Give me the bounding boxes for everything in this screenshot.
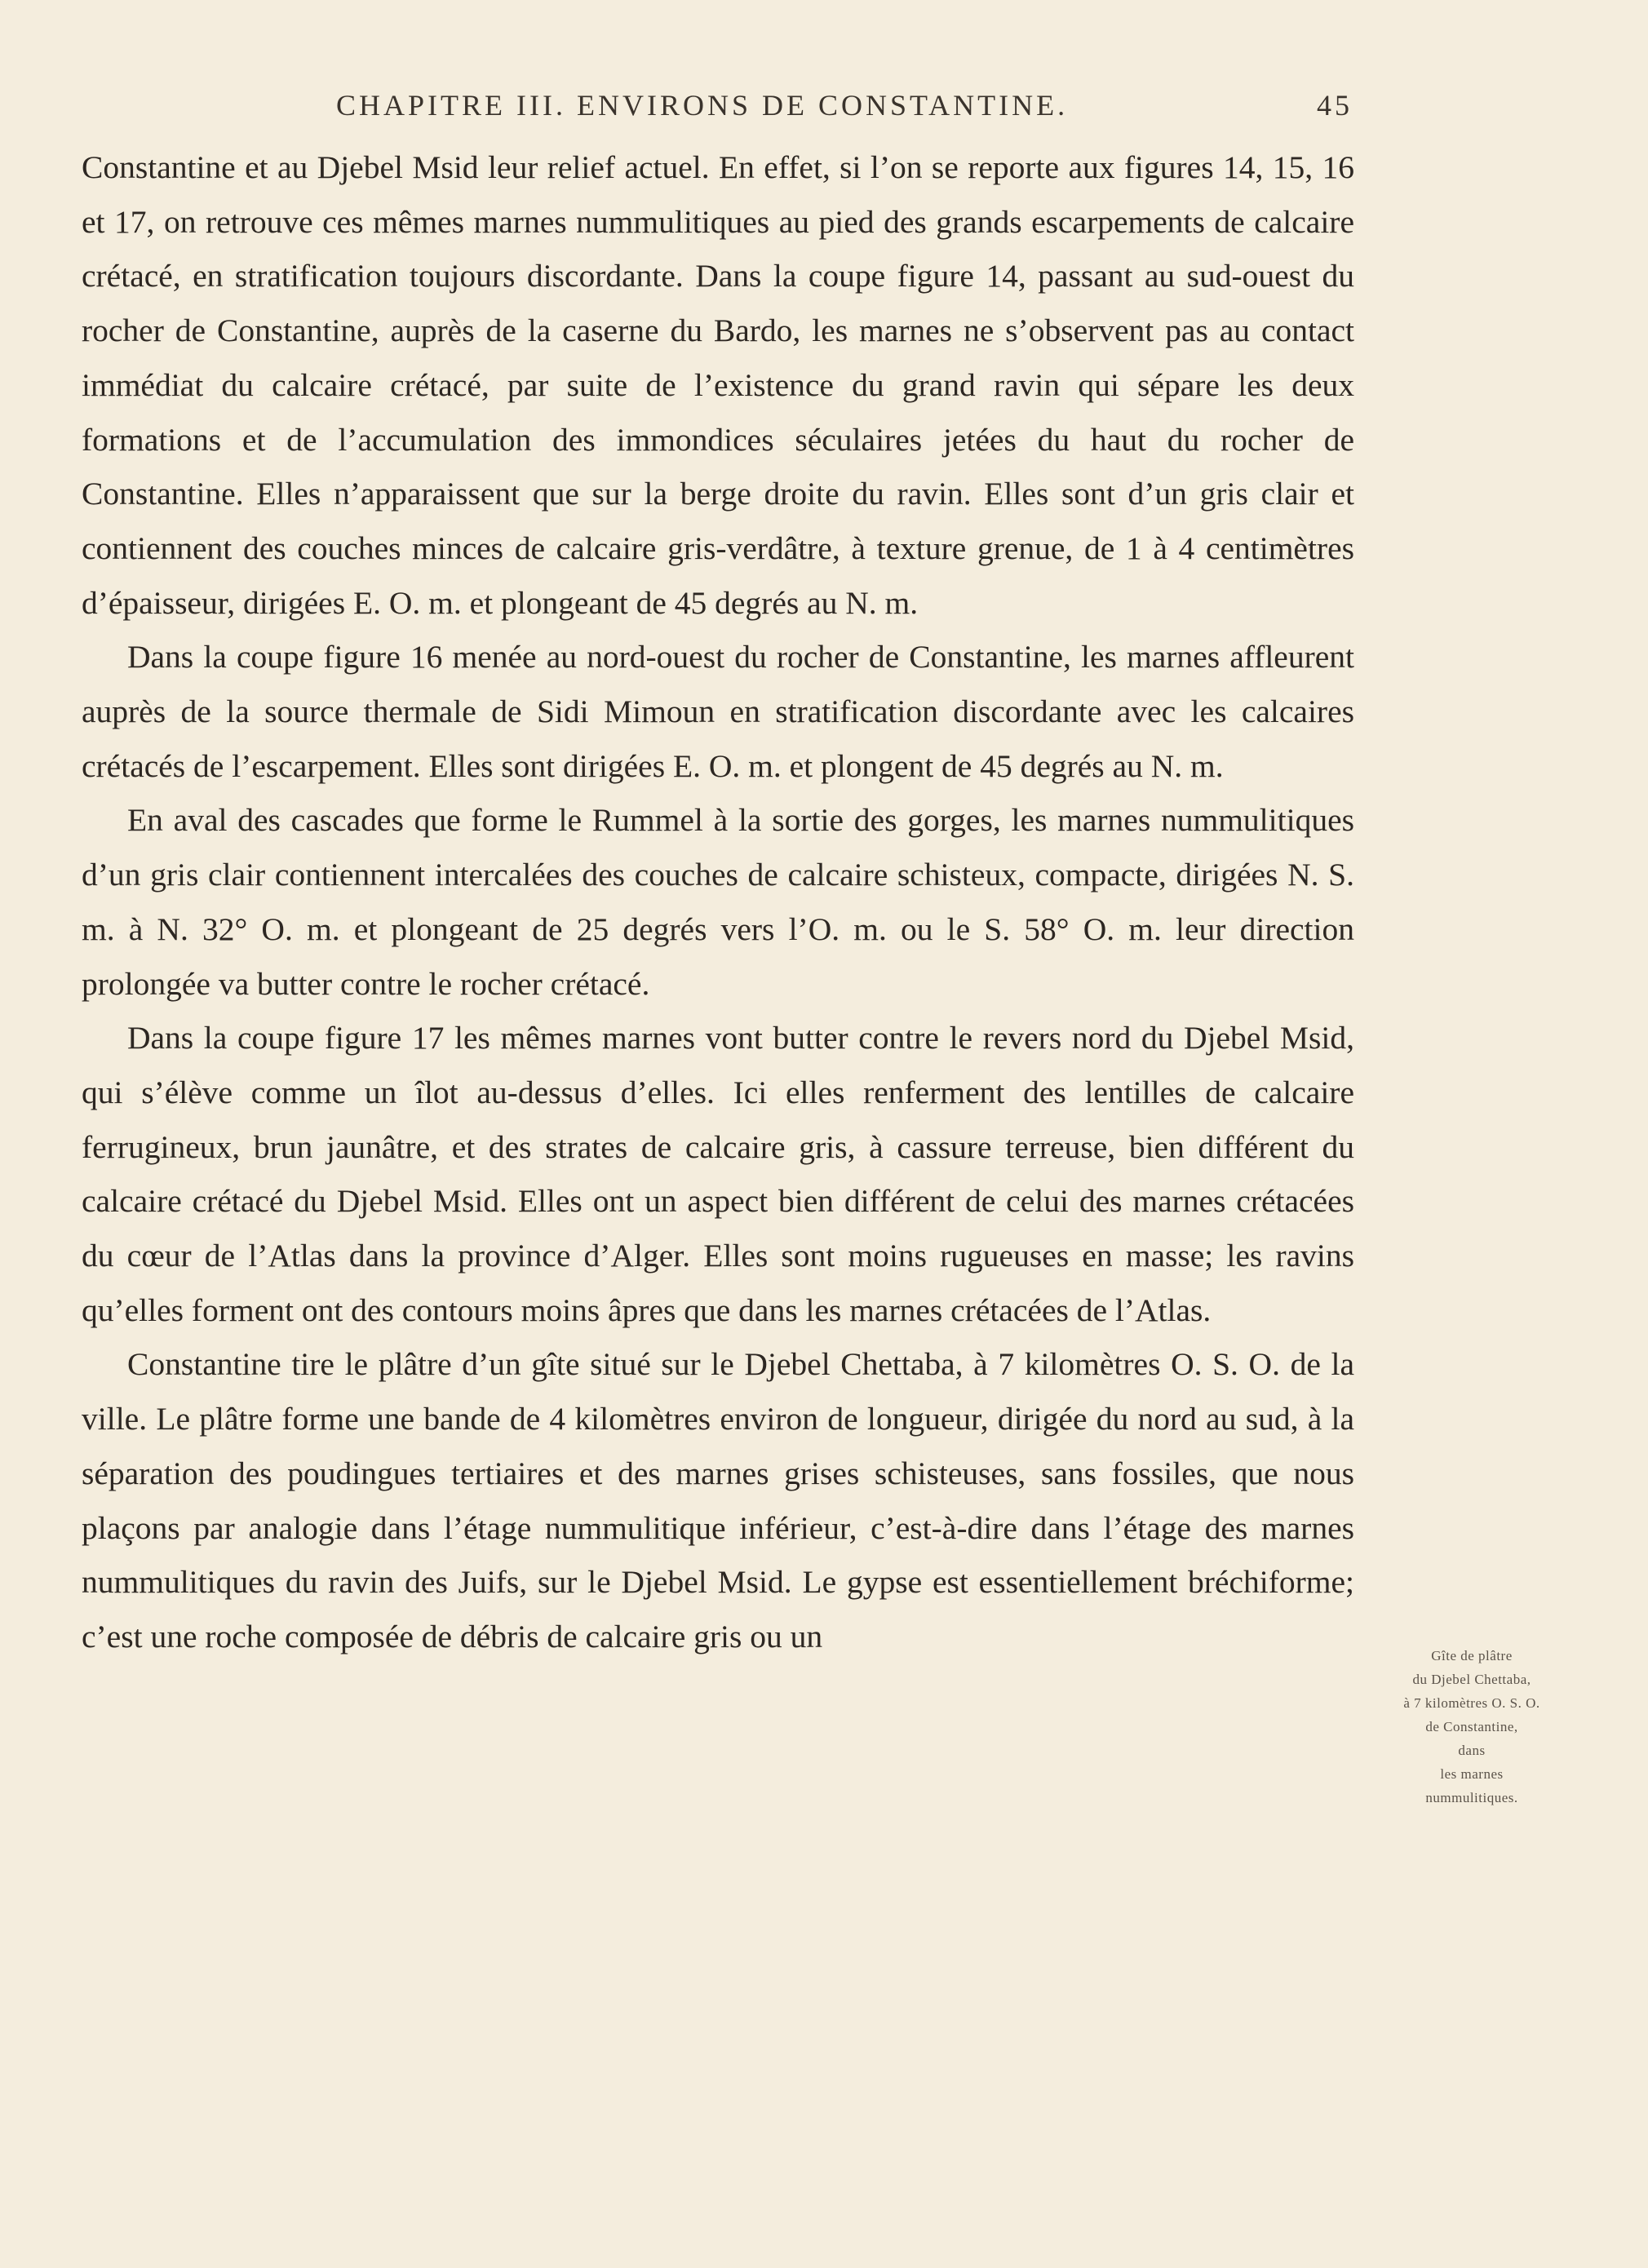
paragraph: En aval des cascades que forme le Rummel à la sortie des gorges, les marnes nummulitiques d’un gris clair contiennent intercalées des couches de calcaire schisteux, compacte, dirigées N. S. m. à N. 32° O. m. et plongeant de 25 degrés vers l’O. m. ou le S. 58° O. m. leur direction prolongée va butter contre le rocher crétacé. xyxy=(82,802,1354,1002)
marginal-note-line: à 7 kilomètres O. S. O. xyxy=(1403,1695,1540,1711)
marginal-note xyxy=(1377,1644,1566,1810)
page-number: 45 xyxy=(1317,89,1353,122)
paragraph: Constantine et au Djebel Msid leur relief actuel. En effet, si l’on se reporte aux figures 14, 15, 16 et 17, on retrouve ces mêmes marnes nummulitiques au pied des grands escarpements de calcaire crétacé, en stratification toujours discordante. Dans la coupe figure 14, passant au sud-ouest du rocher de Constantine, auprès de la caserne du Bardo, les marnes ne s’observent pas au contact immédiat du calcaire crétacé, par suite de l’existence du grand ravin qui sépare les deux formations et de l’accumulation des immondices séculaires jetées du haut du rocher de Constantine. Elles n’apparaissent que sur la berge droite du ravin. Elles sont d’un gris clair et contiennent des couches minces de calcaire gris-verdâtre, à texture grenue, de 1 à 4 centimètres d’épaisseur, dirigées E. O. m. et plongeant de 45 degrés au N. m. xyxy=(82,149,1354,621)
marginal-note-line: nummulitiques. xyxy=(1425,1790,1518,1805)
paragraph: Dans la coupe figure 17 les mêmes marnes vont butter contre le revers nord du Djebel Msid, qui s’élève comme un îlot au-dessus d’elles. Ici elles renferment des lentilles de calcaire ferrugineux, brun jaunâtre, et des strates de calcaire gris, à cassure terreuse, bien différent du calcaire crétacé du Djebel Msid. Elles ont un aspect bien différent de celui des marnes crétacées du cœur de l’Atlas dans la province d’Alger. Elles sont moins rugueuses en masse; les ravins qu’elles forment ont des contours moins âpres que dans les marnes crétacées de l’Atlas. xyxy=(82,1020,1354,1328)
paragraph: Dans la coupe figure 16 menée au nord-ouest du rocher de Constantine, les marnes affleurent auprès de la source thermale de Sidi Mimoun en stratification discordante avec les calcaires crétacés de l’escarpement. Elles sont dirigées E. O. m. et plongent de 45 degrés au N. m. xyxy=(82,639,1354,784)
marginal-note-line: de Constantine, xyxy=(1425,1719,1518,1734)
main-text xyxy=(82,140,1354,1664)
page-header xyxy=(83,88,1353,129)
running-title: CHAPITRE III. ENVIRONS DE CONSTANTINE. xyxy=(336,89,1069,122)
marginal-note-line: dans xyxy=(1458,1743,1486,1758)
paragraph: Constantine tire le plâtre d’un gîte situé sur le Djebel Chettaba, à 7 kilomètres O. S. O. de la ville. Le plâtre forme une bande de 4 kilomètres environ de longueur, dirigée du nord au sud, à la séparation des poudingues tertiaires et des marnes grises schisteuses, sans fossiles, que nous plaçons par analogie dans l’étage nummulitique inférieur, c’est-à-dire dans l’étage des marnes nummulitiques du ravin des Juifs, sur le Djebel Msid. Le gypse est essentiellement bréchiforme; c’est une roche composée de débris de calcaire gris ou un xyxy=(82,1346,1354,1654)
marginal-note-line: Gîte de plâtre xyxy=(1431,1648,1513,1663)
marginal-note-line: du Djebel Chettaba, xyxy=(1412,1672,1531,1687)
marginal-note-line: les marnes xyxy=(1440,1766,1504,1782)
